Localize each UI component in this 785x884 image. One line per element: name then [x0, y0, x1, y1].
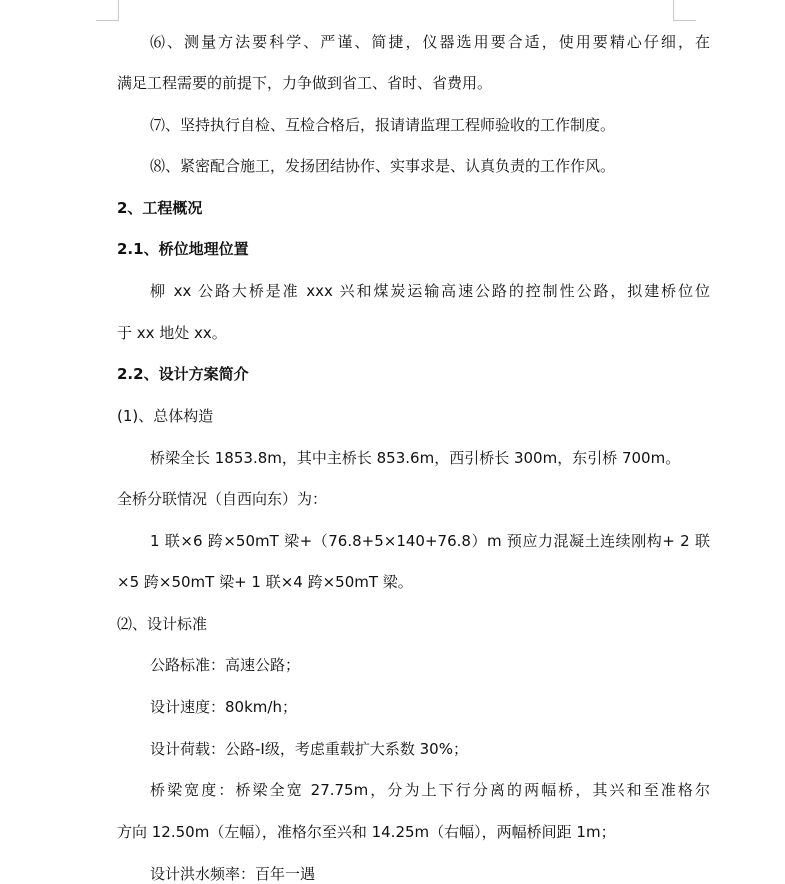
paragraph-line-7: 柳 xx 公路大桥是准 xxx 兴和煤炭运输高速公路的控制性公路，拟建桥位位 — [150, 282, 710, 300]
paragraph-line-12: 全桥分联情况（自西向东）为： — [117, 490, 328, 508]
paragraph-line-4: ⑻、紧密配合施工，发扬团结协作、实事求是、认真负责的工作作风。 — [150, 157, 616, 175]
paragraph-line-21: 设计洪水频率：百年一遇 — [150, 865, 316, 883]
paragraph-line-11: 桥梁全长 1853.8m，其中主桥长 853.6m，西引桥长 300m，东引桥 700m。 — [150, 449, 681, 467]
subsection-heading-2: ⑵、设计标准 — [117, 615, 208, 633]
paragraph-line-3: ⑺、坚持执行自检、互检合格后，报请请监理工程师验收的工作制度。 — [150, 116, 616, 134]
paragraph-line-8: 于 xx 地处 xx。 — [117, 324, 227, 342]
paragraph-line-18: 设计荷载：公路-Ⅰ级，考虑重载扩大系数 30%； — [150, 740, 468, 758]
paragraph-line-1: ⑹、测量方法要科学、严谨、简捷，仪器选用要合适，使用要精心仔细，在 — [150, 33, 710, 51]
section-heading-2-1: 2.1、桥位地理位置 — [117, 240, 249, 258]
paragraph-line-13: 1 联×6 跨×50mT 梁+（76.8+5×140+76.8）m 预应力混凝土连续刚构+ 2 联 — [150, 532, 710, 550]
paragraph-line-2: 满足工程需要的前提下，力争做到省工、省时、省费用。 — [117, 74, 493, 92]
paragraph-line-17: 设计速度：80km/h； — [150, 698, 297, 716]
page-corner-mark-left — [96, 0, 119, 21]
paragraph-line-19: 桥梁宽度：桥梁全宽 27.75m，分为上下行分离的两幅桥，其兴和至准格尔 — [150, 781, 710, 799]
paragraph-line-20: 方向 12.50m（左幅），准格尔至兴和 14.25m（右幅），两幅桥间距 1m； — [117, 823, 616, 841]
section-heading-2: 2、工程概况 — [117, 199, 203, 217]
subsection-heading-1: (1)、总体构造 — [117, 407, 214, 425]
page-corner-mark-right — [673, 0, 696, 21]
paragraph-line-16: 公路标准：高速公路； — [150, 656, 301, 674]
section-heading-2-2: 2.2、设计方案简介 — [117, 365, 249, 383]
paragraph-line-14: ×5 跨×50mT 梁+ 1 联×4 跨×50mT 梁。 — [117, 573, 413, 591]
